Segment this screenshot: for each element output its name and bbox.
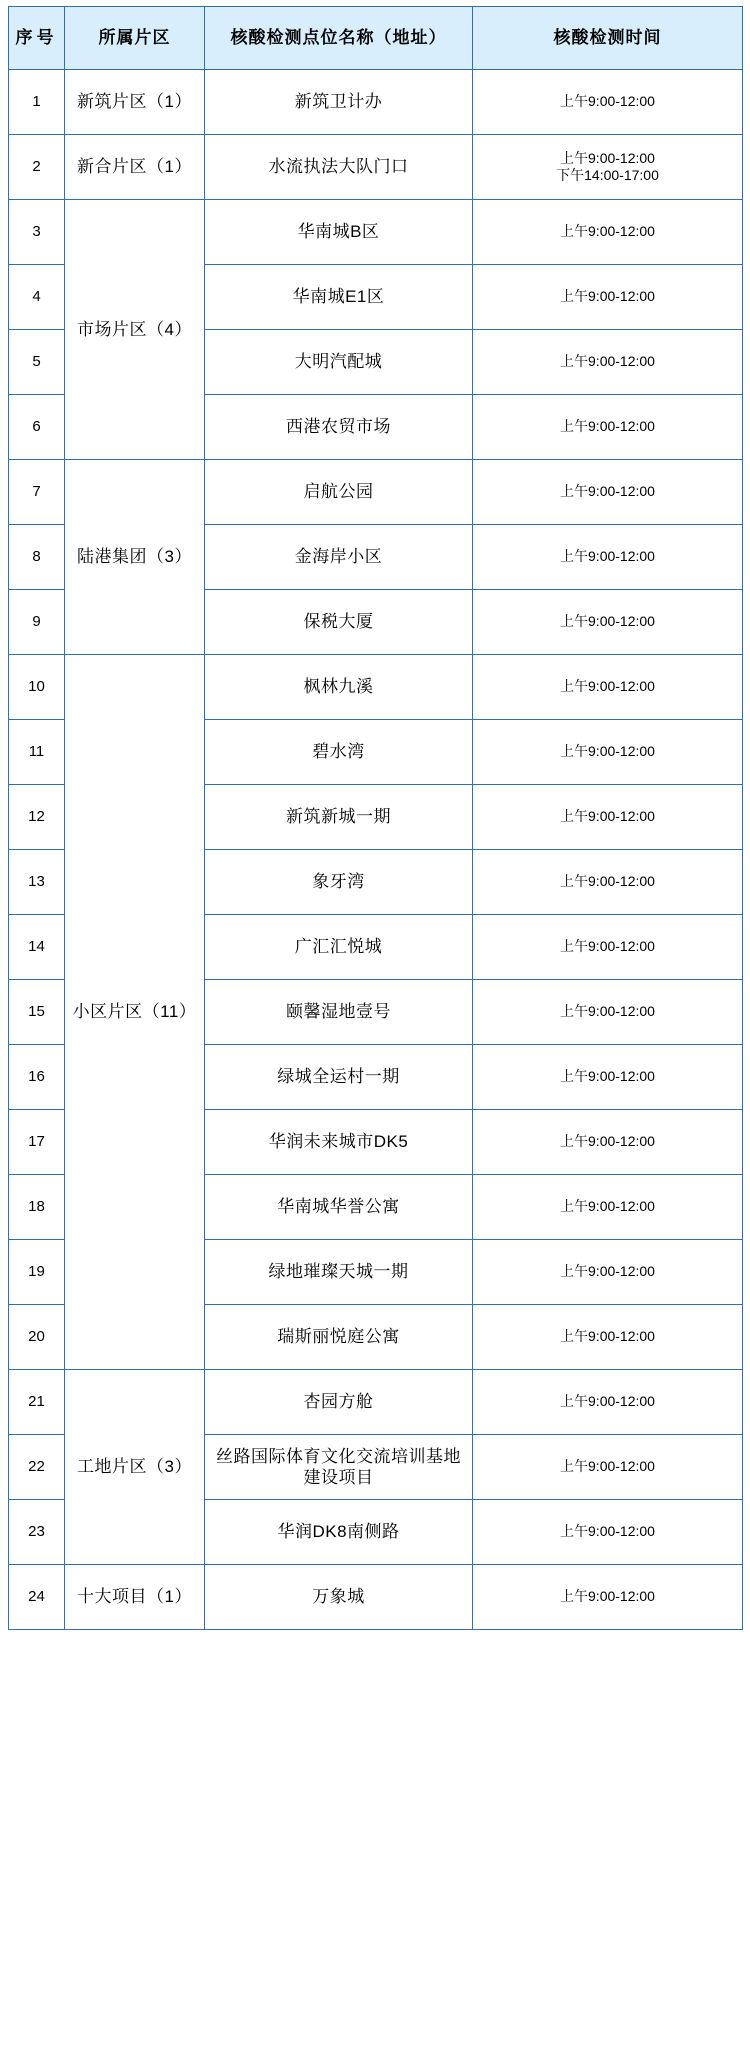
cell-index: 14: [9, 915, 65, 980]
table-row: [9, 135, 743, 200]
cell-index: 2: [9, 135, 65, 200]
cell-site-name: 华润DK8南侧路: [205, 1500, 473, 1565]
cell-area: 陆港集团（3）: [65, 460, 205, 655]
time-line: 上午9:00-12:00: [560, 938, 655, 955]
cell-testing-time: [473, 135, 743, 200]
column-header-index: 序号: [9, 7, 65, 70]
cell-index: 13: [9, 850, 65, 915]
cell-testing-time: [473, 915, 743, 980]
time-line: 上午9:00-12:00: [560, 808, 655, 825]
time-line: 上午9:00-12:00: [560, 873, 655, 890]
cell-testing-time: [473, 850, 743, 915]
time-line: 上午9:00-12:00: [560, 1068, 655, 1085]
cell-site-name: 华南城华誉公寓: [205, 1175, 473, 1240]
cell-site-name: 象牙湾: [205, 850, 473, 915]
cell-site-name: 枫林九溪: [205, 655, 473, 720]
column-header-time: 核酸检测时间: [473, 7, 743, 70]
cell-site-name: 金海岸小区: [205, 525, 473, 590]
time-line: 上午9:00-12:00: [560, 1263, 655, 1280]
cell-testing-time: [473, 525, 743, 590]
cell-site-name: 颐馨湿地壹号: [205, 980, 473, 1045]
cell-site-name: 华润未来城市DK5: [205, 1110, 473, 1175]
cell-index: 23: [9, 1500, 65, 1565]
cell-index: 9: [9, 590, 65, 655]
time-line: 上午9:00-12:00: [560, 1198, 655, 1215]
cell-index: 20: [9, 1305, 65, 1370]
cell-site-name: 绿城全运村一期: [205, 1045, 473, 1110]
table-row: [9, 655, 743, 720]
column-header-site: 核酸检测点位名称（地址）: [205, 7, 473, 70]
cell-testing-time: [473, 980, 743, 1045]
cell-index: 3: [9, 200, 65, 265]
table-header: [9, 7, 743, 70]
cell-area: 小区片区（11）: [65, 655, 205, 1370]
cell-testing-time: [473, 1240, 743, 1305]
table-row: [9, 1370, 743, 1435]
cell-site-name: 碧水湾: [205, 720, 473, 785]
time-line: 上午9:00-12:00: [560, 483, 655, 500]
time-line: 上午9:00-12:00: [560, 149, 655, 166]
cell-testing-time: [473, 655, 743, 720]
cell-index: 10: [9, 655, 65, 720]
cell-index: 24: [9, 1565, 65, 1630]
table-row: [9, 200, 743, 265]
cell-site-name: 杏园方舱: [205, 1370, 473, 1435]
time-line: 上午9:00-12:00: [560, 548, 655, 565]
cell-area: 新筑片区（1）: [65, 70, 205, 135]
cell-testing-time: [473, 265, 743, 330]
cell-index: 1: [9, 70, 65, 135]
cell-index: 5: [9, 330, 65, 395]
cell-testing-time: [473, 590, 743, 655]
cell-testing-time: [473, 200, 743, 265]
cell-testing-time: [473, 785, 743, 850]
cell-site-name: 绿地璀璨天城一期: [205, 1240, 473, 1305]
cell-testing-time: [473, 1565, 743, 1630]
time-line: 上午9:00-12:00: [560, 223, 655, 240]
cell-index: 12: [9, 785, 65, 850]
time-line: 上午9:00-12:00: [560, 1393, 655, 1410]
cell-testing-time: [473, 1435, 743, 1500]
cell-testing-time: [473, 1500, 743, 1565]
time-line: 上午9:00-12:00: [560, 678, 655, 695]
table-body: [9, 70, 743, 1630]
time-line: 上午9:00-12:00: [560, 1458, 655, 1475]
cell-site-name: 华南城E1区: [205, 265, 473, 330]
table-row: [9, 70, 743, 135]
table-header-row: [9, 7, 743, 70]
cell-index: 4: [9, 265, 65, 330]
cell-testing-time: [473, 70, 743, 135]
time-line: 上午9:00-12:00: [560, 93, 655, 110]
cell-index: 6: [9, 395, 65, 460]
column-header-area: 所属片区: [65, 7, 205, 70]
cell-index: 11: [9, 720, 65, 785]
cell-index: 15: [9, 980, 65, 1045]
cell-testing-time: [473, 720, 743, 785]
testing-sites-table: [8, 6, 743, 1630]
cell-index: 21: [9, 1370, 65, 1435]
cell-testing-time: [473, 1045, 743, 1110]
cell-index: 16: [9, 1045, 65, 1110]
cell-site-name: 万象城: [205, 1565, 473, 1630]
time-line: 上午9:00-12:00: [560, 613, 655, 630]
cell-area: 新合片区（1）: [65, 135, 205, 200]
time-line: 上午9:00-12:00: [560, 288, 655, 305]
cell-testing-time: [473, 330, 743, 395]
cell-site-name: 瑞斯丽悦庭公寓: [205, 1305, 473, 1370]
cell-testing-time: [473, 1305, 743, 1370]
time-line: 上午9:00-12:00: [560, 1588, 655, 1605]
cell-area: 工地片区（3）: [65, 1370, 205, 1565]
cell-site-name: 水流执法大队门口: [205, 135, 473, 200]
cell-index: 22: [9, 1435, 65, 1500]
cell-site-name: 保税大厦: [205, 590, 473, 655]
cell-site-name: 西港农贸市场: [205, 395, 473, 460]
cell-index: 8: [9, 525, 65, 590]
cell-index: 19: [9, 1240, 65, 1305]
cell-area: 十大项目（1）: [65, 1565, 205, 1630]
cell-site-name: 新筑新城一期: [205, 785, 473, 850]
table-row: [9, 1565, 743, 1630]
cell-index: 17: [9, 1110, 65, 1175]
time-line: 上午9:00-12:00: [560, 1003, 655, 1020]
cell-site-name: 大明汽配城: [205, 330, 473, 395]
time-line: 上午9:00-12:00: [560, 353, 655, 370]
cell-testing-time: [473, 1175, 743, 1240]
cell-testing-time: [473, 395, 743, 460]
cell-testing-time: [473, 1370, 743, 1435]
time-line: 上午9:00-12:00: [560, 743, 655, 760]
time-line: 上午9:00-12:00: [560, 1133, 655, 1150]
time-line: 上午9:00-12:00: [560, 1328, 655, 1345]
cell-testing-time: [473, 1110, 743, 1175]
table-row: [9, 460, 743, 525]
cell-index: 18: [9, 1175, 65, 1240]
cell-testing-time: [473, 460, 743, 525]
cell-index: 7: [9, 460, 65, 525]
time-line: 下午14:00-17:00: [556, 167, 659, 183]
cell-area: 市场片区（4）: [65, 200, 205, 460]
cell-site-name: 丝路国际体育文化交流培训基地建设项目: [205, 1435, 473, 1500]
cell-site-name: 启航公园: [205, 460, 473, 525]
time-line: 上午9:00-12:00: [560, 1523, 655, 1540]
cell-site-name: 广汇汇悦城: [205, 915, 473, 980]
cell-site-name: 华南城B区: [205, 200, 473, 265]
cell-site-name: 新筑卫计办: [205, 70, 473, 135]
time-line: 上午9:00-12:00: [560, 418, 655, 435]
